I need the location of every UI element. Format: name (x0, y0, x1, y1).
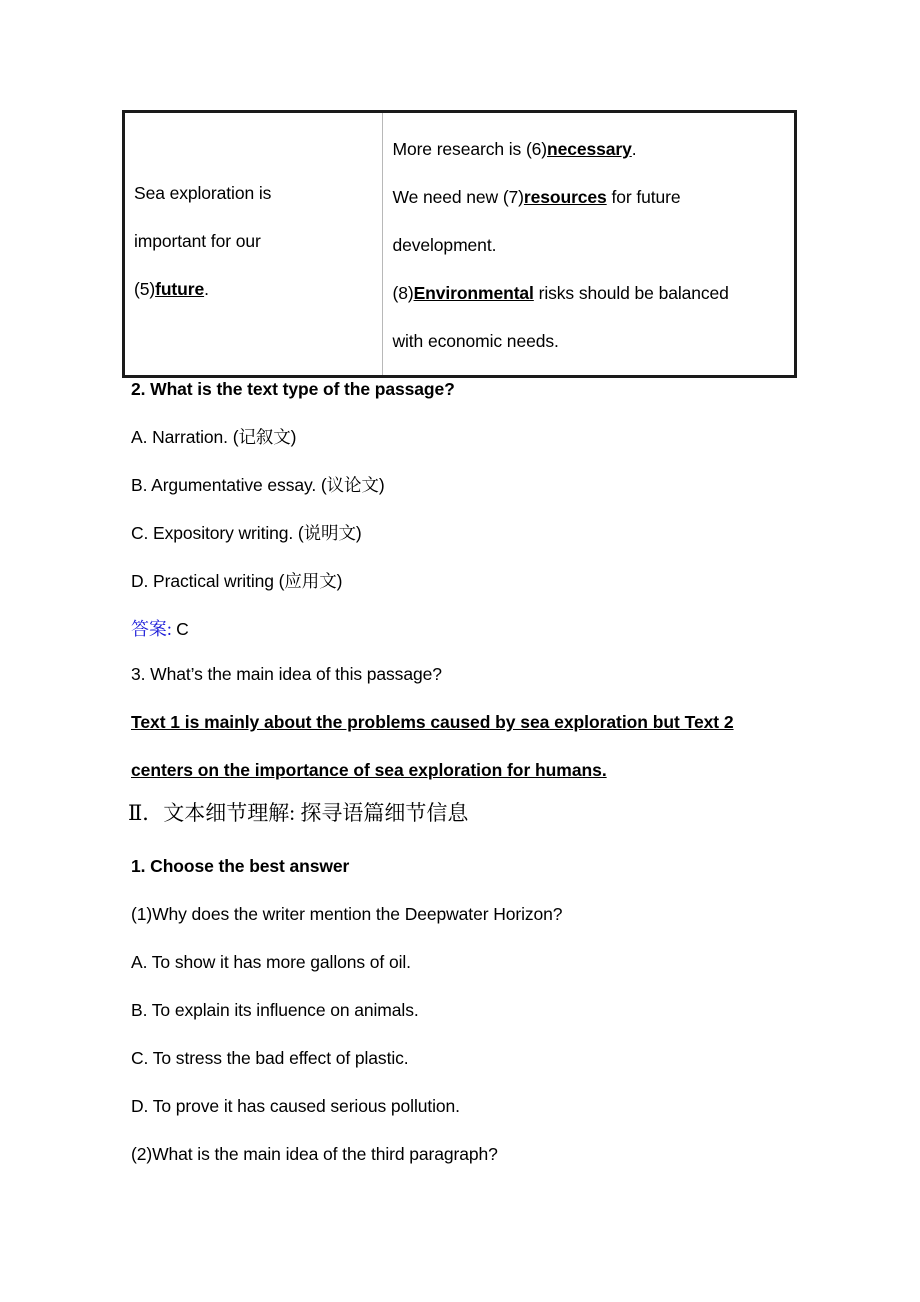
table-row (124, 112, 796, 377)
answer-line-1-text: Text 1 is mainly about the problems caused by sea exploration but Text 2 (131, 712, 734, 732)
question-2-block (131, 365, 831, 653)
right-cell-line-2-emphasis: resources (523, 187, 607, 207)
right-cell-line-4 (392, 269, 784, 317)
option-b-latin: B. Argumentative essay. ( (131, 475, 327, 495)
option-b-cjk: 议论文 (326, 475, 379, 495)
summary-table (122, 110, 797, 378)
right-cell-line-4-prefix: (8) (392, 283, 414, 303)
answer-label: 答案 (131, 619, 167, 639)
sub-question-1-option-b: B. To explain its influence on animals. (131, 1000, 419, 1020)
table-cell-left (124, 112, 383, 377)
question-3-stem: 3. What’s the main idea of this passage? (131, 664, 442, 684)
question-3-answer-line-2 (131, 746, 801, 794)
question-2-option-c (131, 509, 831, 557)
right-cell-line-5: with economic needs. (392, 331, 559, 351)
sub-question-1-option-c: C. To stress the bad effect of plastic. (131, 1048, 409, 1068)
left-cell-line-3-suffix: . (204, 279, 209, 299)
sub-question-1-stem: (1)Why does the writer mention the Deepwater Horizon? (131, 904, 563, 924)
question-3-answer-line-1 (131, 698, 801, 746)
right-cell-line-4-suffix: risks should be balanced (533, 283, 729, 303)
option-d-cjk: 应用文 (284, 571, 337, 591)
question-2-stem: 2. What is the text type of the passage? (131, 379, 455, 399)
question-2-option-b (131, 461, 831, 509)
right-cell-line-1-suffix: . (631, 139, 637, 159)
answer-value: C (176, 619, 189, 639)
answer-line-2-text: centers on the importance of sea exploration for humans. (131, 760, 607, 780)
section-2-block (131, 842, 831, 1178)
question-3-block (131, 650, 831, 698)
sub-question-1-option-a: A. To show it has more gallons of oil. (131, 952, 411, 972)
sub-question-2-stem: (2)What is the main idea of the third paragraph? (131, 1144, 498, 1164)
question-2-option-d (131, 557, 831, 605)
answer-separator: : (166, 619, 177, 639)
left-cell-line-3-prefix: (5) (134, 279, 156, 299)
option-b-close: ) (378, 475, 385, 495)
right-cell-line-2 (392, 173, 784, 221)
question-2-option-a (131, 413, 831, 461)
option-c-cjk: 说明文 (303, 523, 356, 543)
option-d-latin: D. Practical writing ( (131, 571, 285, 591)
question-3-answer (131, 698, 801, 794)
option-a-close: ) (290, 427, 297, 447)
option-a-latin: A. Narration. ( (131, 427, 239, 447)
right-cell-line-1-prefix: More research is (6) (392, 139, 548, 159)
question-2-answer (131, 605, 831, 653)
option-a-cjk: 记叙文 (238, 427, 291, 447)
left-cell-line-3-emphasis: future (155, 279, 205, 299)
left-cell-line-1: Sea exploration is (134, 183, 272, 203)
right-cell-line-2-suffix: for future (606, 187, 681, 207)
left-cell-line-2: important for our (134, 231, 261, 251)
table-cell-right (383, 112, 796, 377)
right-cell-line-3: development. (392, 235, 497, 255)
section-2-heading: Ⅱ．文本细节理解: 探寻语篇细节信息 (128, 801, 469, 825)
option-c-latin: C. Expository writing. ( (131, 523, 304, 543)
right-cell-line-1-emphasis: necessary (547, 139, 632, 159)
right-cell-line-1 (392, 125, 784, 173)
sub-question-1-option-d: D. To prove it has caused serious pollution. (131, 1096, 460, 1116)
right-cell-line-2-prefix: We need new (7) (392, 187, 524, 207)
option-c-close: ) (355, 523, 362, 543)
option-d-close: ) (336, 571, 343, 591)
right-cell-line-4-emphasis: Environmental (413, 283, 534, 303)
section-2-task-title: 1. Choose the best answer (131, 856, 350, 876)
left-cell-line-3 (134, 265, 372, 313)
